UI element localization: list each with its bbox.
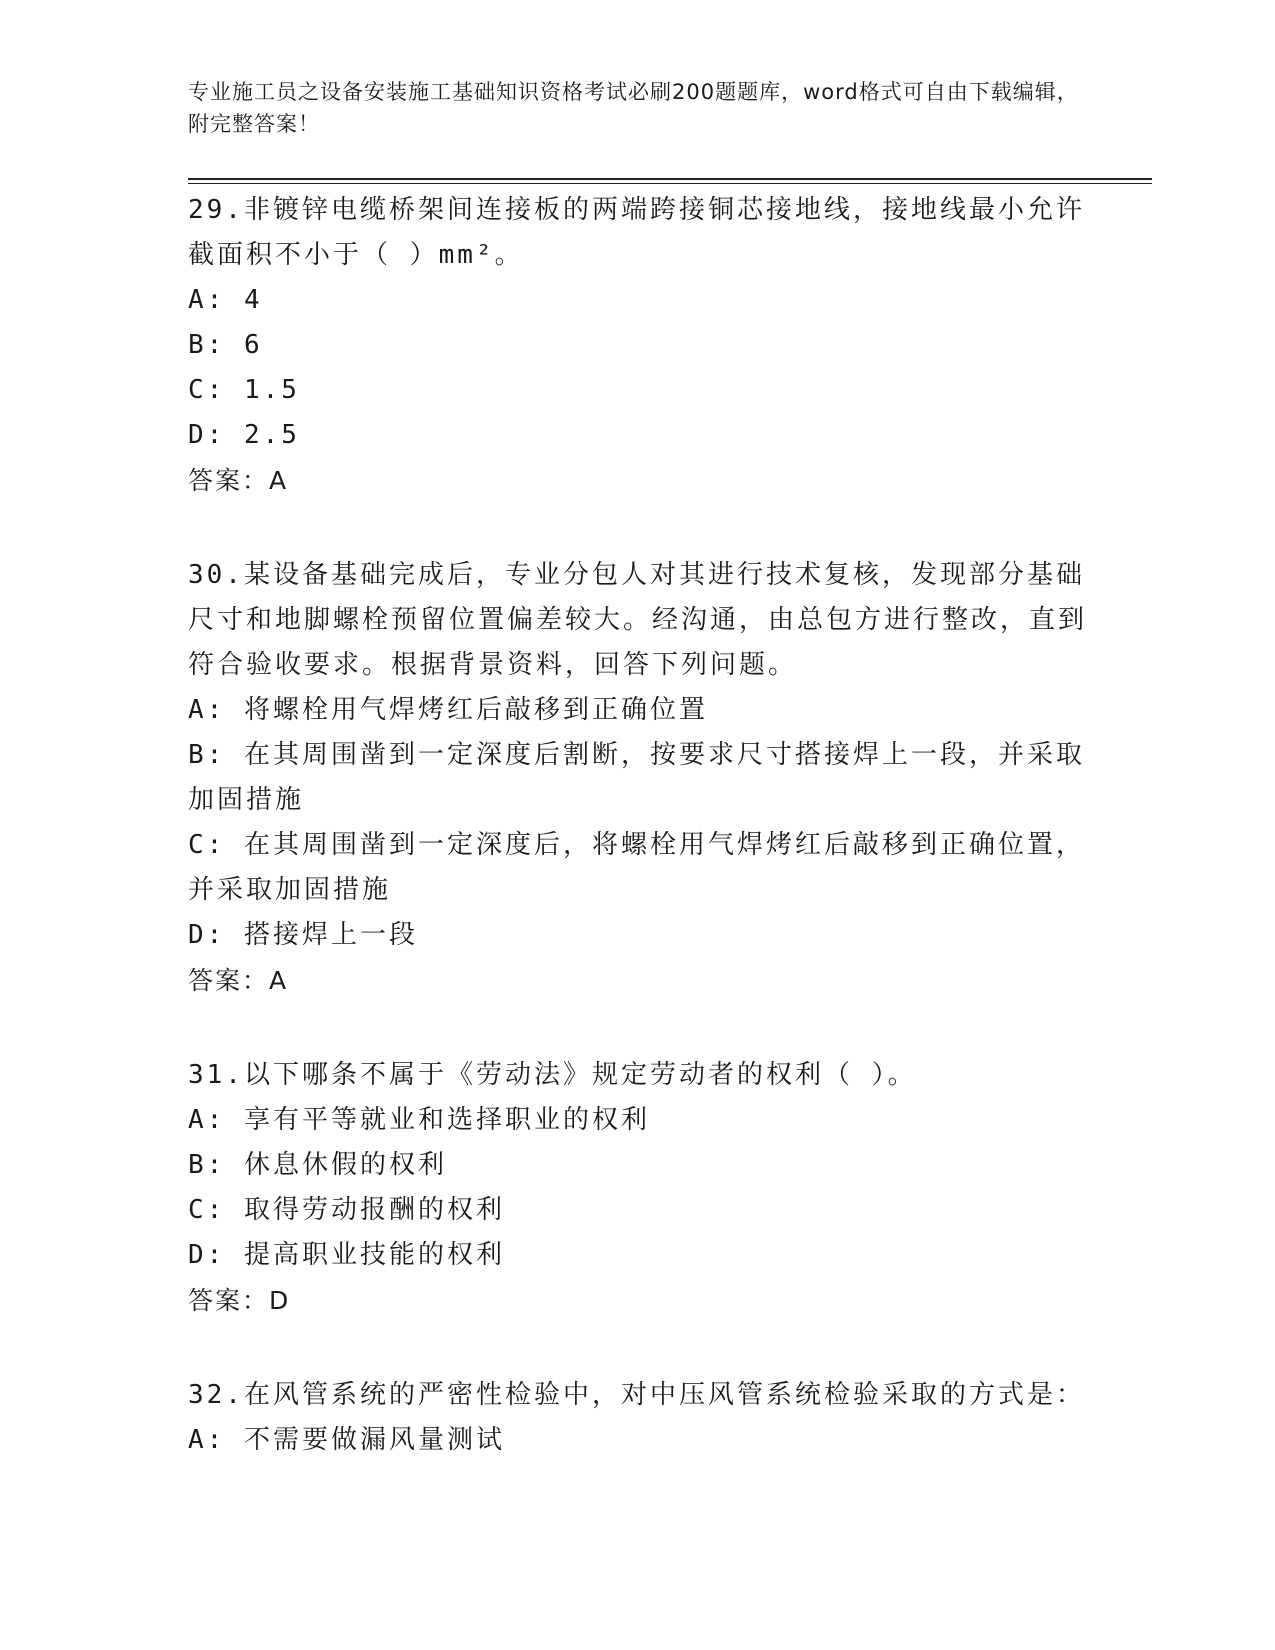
question-29 [188,188,1088,503]
option-b: B: 休息休假的权利 [188,1150,447,1180]
option-c: C: 取得劳动报酬的权利 [188,1195,505,1225]
question-30 [188,553,1088,1003]
answer-line: 答案：A [188,466,289,495]
header-rule-thin [188,183,1152,184]
option-b: B: 6 [188,330,263,360]
question-31 [188,1053,1088,1323]
document-header: 专业施工员之设备安装施工基础知识资格考试必刷200题题库，word格式可自由下载编辑，附完整答案！ [188,80,1079,136]
option-c: C: 1.5 [188,375,300,405]
option-d: D: 提高职业技能的权利 [188,1240,505,1270]
option-a: A: 4 [188,285,263,315]
question-stem: 30.某设备基础完成后，专业分包人对其进行技术复核，发现部分基础尺寸和地脚螺栓预留位置偏差较大。经沟通，由总包方进行整改，直到符合验收要求。根据背景资料，回答下列问题。 [188,560,1088,680]
header-rule-thick [188,178,1152,180]
answer-line: 答案：A [188,966,289,995]
option-a: A: 享有平等就业和选择职业的权利 [188,1105,650,1135]
question-list [188,188,1088,1463]
question-stem: 31.以下哪条不属于《劳动法》规定劳动者的权利（ ）。 [188,1060,917,1090]
question-stem: 29.非镀锌电缆桥架间连接板的两端跨接铜芯接地线，接地线最小允许截面积不小于（ ）mm²。 [188,195,1085,270]
answer-line: 答案：D [188,1286,291,1315]
question-32 [188,1373,1088,1463]
option-d: D: 搭接焊上一段 [188,920,418,950]
option-a: A: 将螺栓用气焊烤红后敲移到正确位置 [188,695,708,725]
option-d: D: 2.5 [188,420,300,450]
option-c: C: 在其周围凿到一定深度后，将螺栓用气焊烤红后敲移到正确位置，并采取加固措施 [188,830,1085,905]
option-a: A: 不需要做漏风量测试 [188,1425,505,1455]
option-b: B: 在其周围凿到一定深度后割断，按要求尺寸搭接焊上一段，并采取加固措施 [188,740,1085,815]
question-stem: 32.在风管系统的严密性检验中，对中压风管系统检验采取的方式是： [188,1380,1085,1410]
